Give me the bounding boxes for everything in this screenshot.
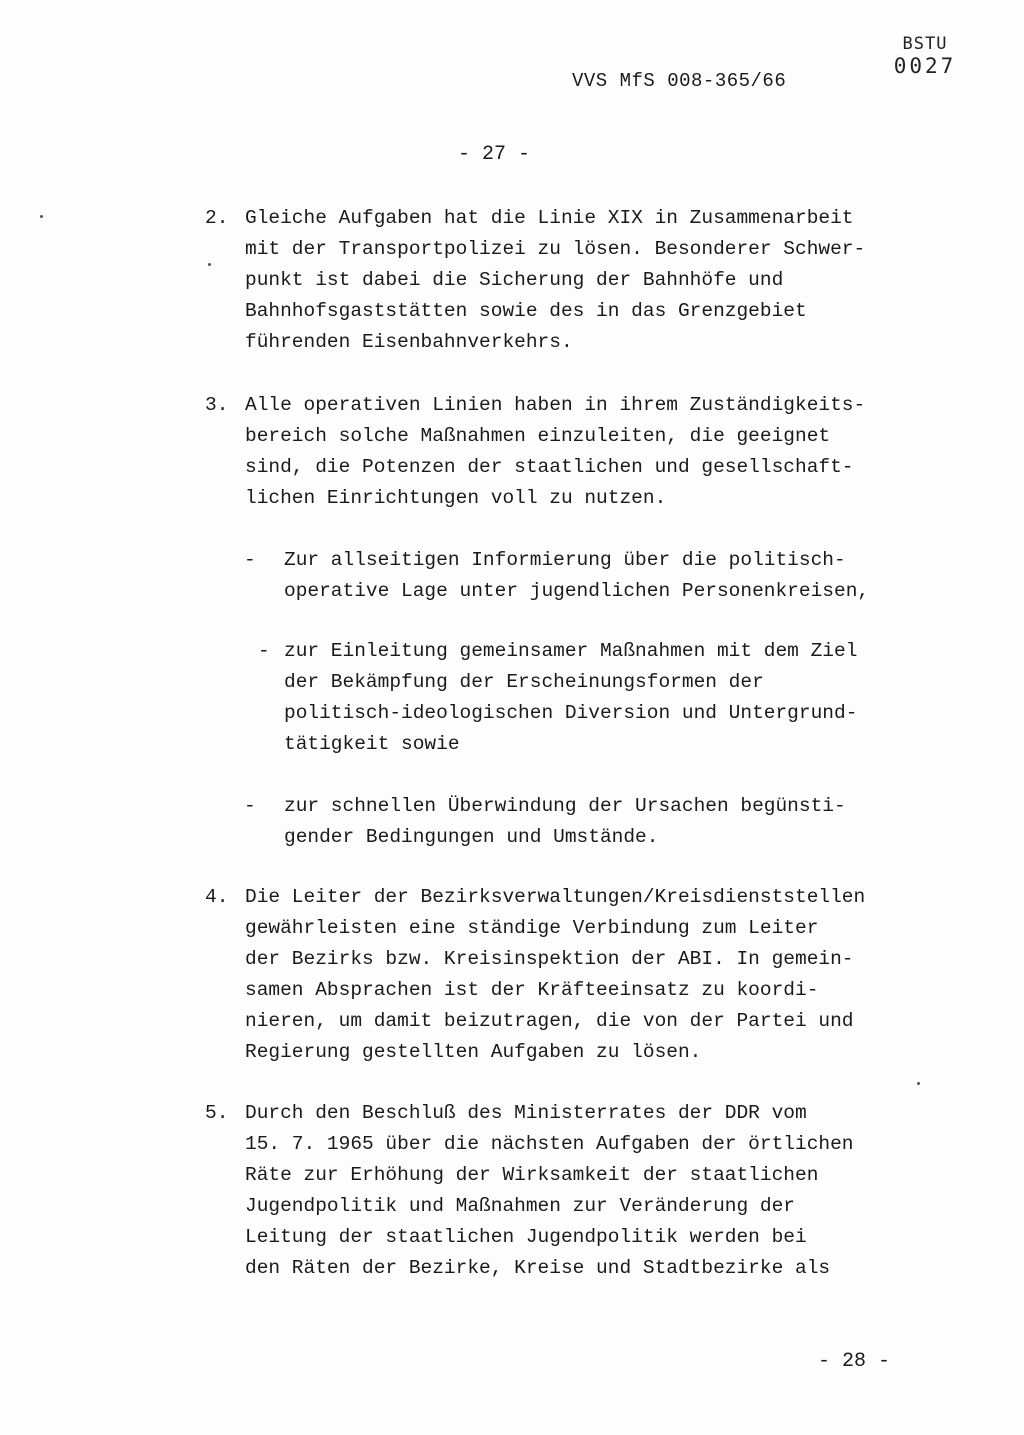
bullet-text: zur Einleitung gemeinsamer Maßnahmen mit dem Ziel der Bekämpfung der Erscheinungsformen der politisch-ideologischen Diversion und Untergrund- tätigkeit sowie — [284, 640, 858, 755]
stamp-label: BSTU — [902, 34, 948, 54]
document-reference: VVS MfS 008-365/66 — [572, 70, 787, 92]
scan-speck — [208, 263, 211, 266]
item-number: 5. — [205, 1102, 229, 1124]
bullet-item — [244, 791, 934, 853]
scan-speck — [40, 215, 43, 218]
archive-stamp — [885, 36, 965, 77]
item-number: 4. — [205, 886, 229, 908]
item-text: Durch den Beschluß des Ministerrates der DDR vom 15. 7. 1965 über die nächsten Aufgaben der örtlichen Räte zur Erhöhung der Wirksamkeit der staatlichen Jugendpolitik und Maßnahmen zur Veränderung der Leitung der staatlichen Jugendpolitik werden bei den Räten der Bezirke, Kreise und Stadtbezirke als — [245, 1102, 854, 1279]
item-number: 3. — [205, 394, 229, 416]
list-item — [205, 203, 930, 358]
page-number: - 27 - — [458, 143, 531, 166]
bullet-text: zur schnellen Überwindung der Ursachen begünsti- gender Bedingungen und Umstände. — [284, 795, 846, 848]
bullet-dash: - — [244, 795, 256, 817]
scan-speck — [917, 1082, 920, 1085]
list-item — [205, 1098, 930, 1284]
item-text: Alle operativen Linien haben in ihrem Zuständigkeits- bereich solche Maßnahmen einzuleiten, die geeignet sind, die Potenzen der staatlichen und gesellschaft- lichen Einrichtungen voll zu nutzen. — [245, 394, 866, 509]
item-text: Die Leiter der Bezirksverwaltungen/Kreisdienststellen gewährleisten eine ständige Verbindung zum Leiter der Bezirks bzw. Kreisinspektion der ABI. In gemein- samen Absprachen ist der Kräfteeinsatz zu koordi- nieren, um damit beizutragen, die von der Partei und Regierung gestellten Aufgaben zu lösen. — [245, 886, 866, 1063]
stamp-number: 0027 — [893, 54, 957, 78]
bullet-dash: - — [244, 549, 256, 571]
bullet-text: Zur allseitigen Informierung über die politisch- operative Lage unter jugendlichen Personenkreisen, — [284, 549, 870, 602]
item-text: Gleiche Aufgaben hat die Linie XIX in Zusammenarbeit mit der Transportpolizei zu lösen. Besonderer Schwer- punkt ist dabei die Sicherung der Bahnhöfe und Bahnhofsgaststätten sowie des in das Grenzgebiet führenden Eisenbahnverkehrs. — [245, 207, 866, 353]
bullet-dash: - — [258, 640, 270, 662]
item-number: 2. — [205, 207, 229, 229]
list-item — [205, 882, 930, 1068]
next-page-marker: - 28 - — [818, 1350, 891, 1373]
bullet-item — [244, 545, 934, 607]
bullet-item — [244, 636, 934, 760]
list-item — [205, 390, 930, 514]
